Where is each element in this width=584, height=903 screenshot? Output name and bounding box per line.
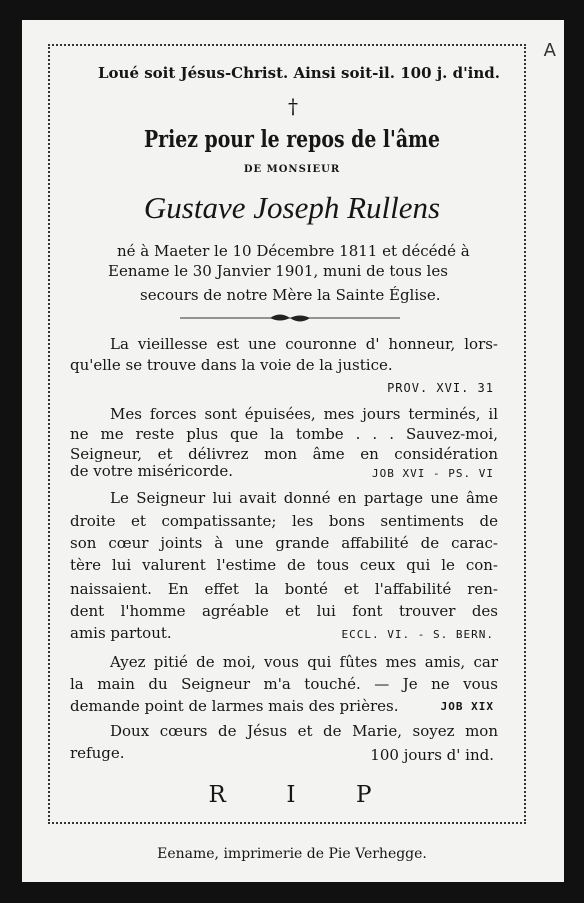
- prayer-heading: Priez pour le repos de l'âme: [143, 126, 441, 153]
- verse-line: Seigneur, et délivrez mon âme en considération: [70, 445, 498, 463]
- verse-line: Le Seigneur lui avait donné en partage une âme: [110, 489, 498, 507]
- indulgence-note: 100 jours d' ind.: [370, 746, 494, 764]
- verse-line: demande point de larmes mais des prières.: [70, 697, 399, 715]
- verse-reference: JOB XVI - PS. VI: [372, 467, 494, 480]
- ornament-divider: [180, 310, 400, 326]
- de-monsieur: DE MONSIEUR: [243, 164, 341, 175]
- verse-line: Mes forces sont épuisées, mes jours terminés, il: [110, 405, 498, 423]
- cross-symbol: †: [288, 94, 298, 118]
- verse-line: amis partout.: [70, 624, 172, 642]
- verse-line: de votre miséricorde.: [70, 462, 234, 480]
- verse-reference: ECCL. VI. - S. BERN.: [341, 628, 494, 641]
- verse-line: qu'elle se trouve dans la voie de la justice.: [70, 356, 393, 374]
- corner-mark: A: [543, 40, 556, 61]
- printer-footer: Eename, imprimerie de Pie Verhegge.: [157, 846, 427, 862]
- verse-line: la main du Seigneur m'a touché. — Je ne vous: [70, 675, 498, 693]
- rip-text: R I P: [208, 782, 376, 808]
- bio-line: né à Maeter le 10 Décembre 1811 et décédé à: [117, 242, 470, 260]
- verse-line: tère lui valurent l'estime de tous ceux qui le con-: [70, 556, 498, 574]
- bio-line: Eename le 30 Janvier 1901, muni de tous les: [108, 262, 448, 280]
- deceased-name: Gustave Joseph Rullens: [143, 190, 441, 225]
- verse-reference: JOB XIX: [440, 700, 494, 713]
- verse-line: Ayez pitié de moi, vous qui fûtes mes amis, car: [110, 653, 498, 671]
- verse-line: refuge.: [70, 744, 125, 762]
- verse-line: dent l'homme agréable et lui font trouver des: [70, 602, 498, 620]
- verse-line: Doux cœurs de Jésus et de Marie, soyez mon: [110, 722, 498, 740]
- verse-line: La vieillesse est une couronne d' honneur, lors-: [110, 335, 498, 353]
- verse-reference: PROV. XVI. 31: [387, 381, 494, 395]
- bio-line: secours de notre Mère la Sainte Église.: [140, 286, 441, 304]
- verse-line: naissaient. En effet la bonté et l'affabilité ren-: [70, 580, 498, 598]
- header-line: Loué soit Jésus-Christ. Ainsi soit-il. 100 j. d'ind.: [98, 64, 500, 82]
- verse-line: son cœur joints à une grande affabilité de carac-: [70, 534, 498, 552]
- verse-line: ne me reste plus que la tombe . . . Sauvez-moi,: [70, 425, 498, 443]
- verse-line: droite et compatissante; les bons sentiments de: [70, 512, 498, 530]
